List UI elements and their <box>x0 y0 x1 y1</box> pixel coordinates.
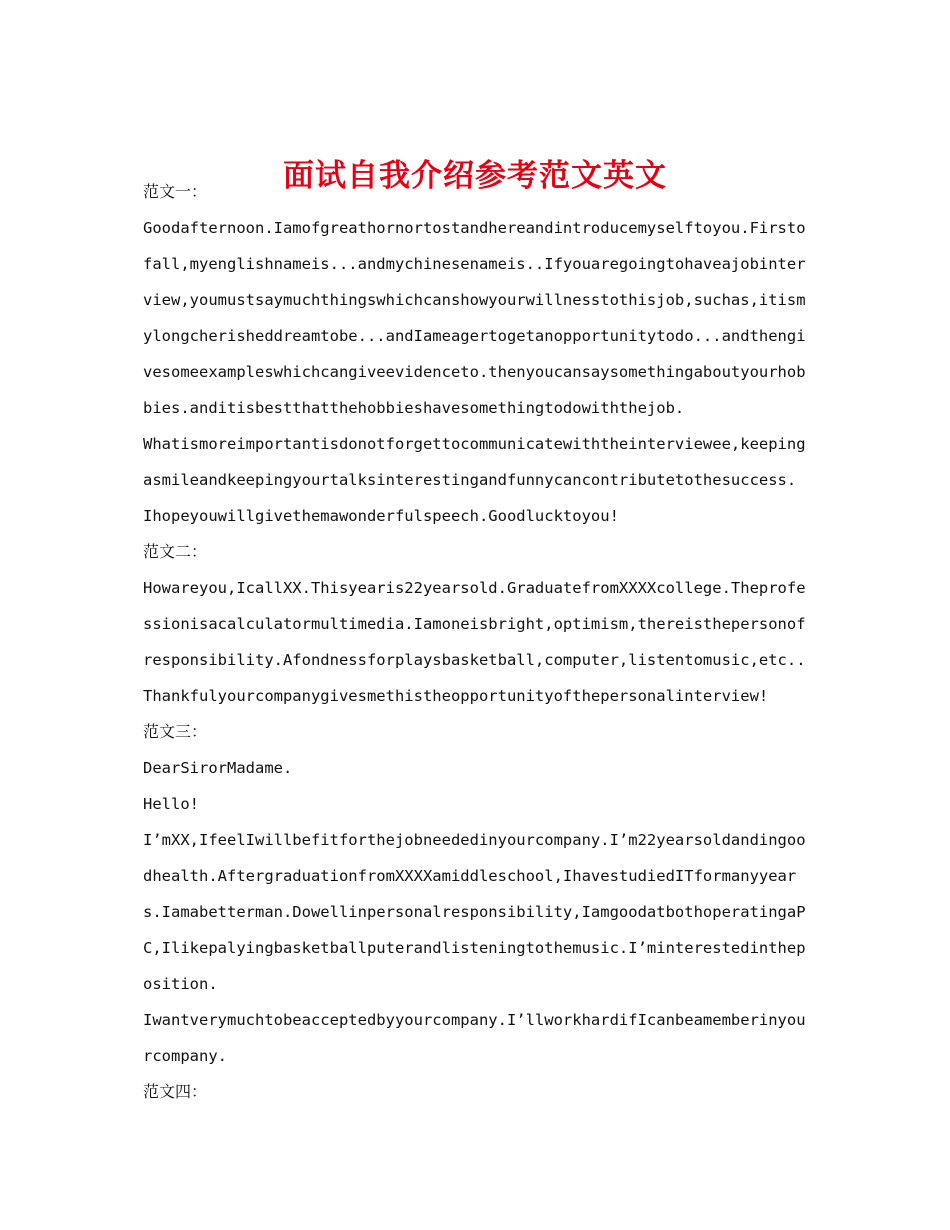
paragraph: Iwantverymuchtobeacceptedbyyourcompany.I’llworkhardifIcanbeamemberinyourcompany. <box>143 1011 806 1065</box>
section-heading: 范文二： <box>143 542 208 561</box>
paragraph: I’mXX,IfeelIwillbefitforthejobneededinyourcompany.I’m22yearsoldandingoodhealth.AftergraduationfromXXXXamiddleschool,IhavestudiedITformanyyears.Iamabetterman.Dowellinpersonalresponsibility,IamgoodatbothoperatingaPC,Ilikepalyingbasketballputerandlisteningtothemusic.I’minterestedintheposition. <box>143 831 806 993</box>
paragraph: Hello! <box>143 795 199 813</box>
paragraph: Ihopeyouwillgivethemawonderfulspeech.Goodlucktoyou! <box>143 507 619 525</box>
document-title: 面试自我介绍参考范文英文 <box>283 157 667 194</box>
section-heading: 范文四： <box>143 1082 208 1101</box>
paragraph: Whatismoreimportantisdonotforgettocommunicatewiththeinterviewee,keepingasmileandkeepingyourtalksinterestingandfunnycancontributetothesuccess. <box>143 435 806 489</box>
section-heading: 范文三： <box>143 722 208 741</box>
section-heading: 范文一： <box>143 182 208 201</box>
document-body <box>143 174 807 1110</box>
paragraph: Thankfulyourcompanygivesmethistheopportunityofthepersonalinterview! <box>143 687 769 705</box>
paragraph: Goodafternoon.Iamofgreathornortostandhereandintroducemyselftoyou.Firstofall,myenglishnameis...andmychinesenameis..Ifyouaregoingtohaveajobinterview,youmustsaymuchthingswhichcanshowyourwillnesstothisjob,suchas,itismylongcherisheddreamtobe...andIameagertogetanopportunitytodo...andthengivesomeexampleswhichcangiveevidenceto.thenyoucansaysomethingaboutyourhobbies.anditisbestthatthehobbieshavesomethingtodowiththejob. <box>143 219 806 417</box>
paragraph: DearSirorMadame. <box>143 759 293 777</box>
paragraph: Howareyou,IcallXX.Thisyearis22yearsold.GraduatefromXXXXcollege.Theprofessionisacalculatormultimedia.Iamoneisbright,optimism,thereisthepersonofresponsibility.Afondnessforplaysbasketball,computer,listentomusic,etc.. <box>143 579 806 669</box>
